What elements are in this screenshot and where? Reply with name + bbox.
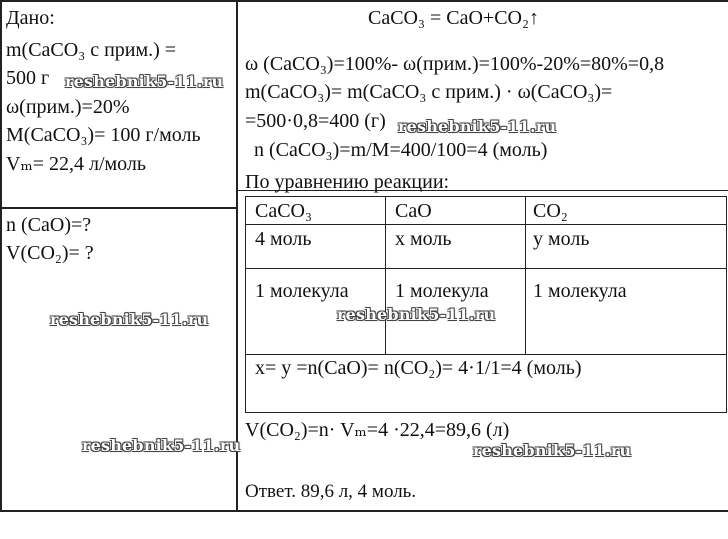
table-cell-co2-moles: y моль — [533, 228, 590, 250]
find-volume-co2: V(CO₂)= ? — [6, 242, 94, 264]
table-cell-cao-molecules: 1 молекула — [395, 280, 489, 302]
given-mass-impure: m(CaCO₃ с прим.) = — [6, 39, 177, 61]
watermark-1: reshebnik5-11.ru — [65, 72, 224, 91]
answer: Ответ. 89,6 л, 4 моль. — [245, 481, 417, 502]
watermark-4: reshebnik5-11.ru — [337, 305, 496, 324]
find-moles-cao: n (CaO)=? — [6, 214, 92, 236]
solution-line-mass-value: =500·0,8=400 (г) — [245, 110, 386, 132]
given-molar-mass: M(CaCO₃)= 100 г/моль — [6, 124, 201, 146]
given-header: Дано: — [6, 7, 55, 29]
table-header-caco3: CaCO₃ — [255, 200, 312, 222]
table-header-co2: CO₂ — [533, 200, 568, 222]
frame-left — [0, 0, 2, 512]
table-cell-co2-molecules: 1 молекула — [533, 280, 627, 302]
frame-top — [0, 0, 728, 2]
table-header-cao: CaO — [395, 200, 432, 222]
frame-bottom — [0, 510, 728, 512]
watermark-6: reshebnik5-11.ru — [473, 441, 632, 460]
table-cell-caco3-moles: 4 моль — [255, 228, 312, 250]
table-cell-cao-moles: x моль — [395, 228, 452, 250]
given-mass-value: 500 г — [6, 67, 50, 89]
solution-line-by-equation: По уравнению реакции: — [245, 171, 450, 193]
table-calc-row: x= y =n(CaO)= n(CO₂)= 4·1/1=4 (моль) — [255, 357, 582, 379]
solution-line-moles: n (CaCO₃)=m/M=400/100=4 (моль) — [254, 139, 548, 161]
reaction-equation: CaCO₃ = CaO+CO₂↑ — [368, 7, 539, 29]
solution-line-mass: m(CaCO₃)= m(CaCO₃ с прим.) · ω(CaCO₃)= — [245, 81, 613, 103]
volume-calculation: V(CO₂)=n· Vₘ=4 ·22,4=89,6 (л) — [245, 419, 510, 441]
watermark-5: reshebnik5-11.ru — [82, 436, 241, 455]
table-cell-caco3-molecules: 1 молекула — [255, 280, 349, 302]
solution-line-omega: ω (CaCO₃)=100%- ω(прим.)=100%-20%=80%=0,8 — [245, 53, 665, 75]
watermark-2: reshebnik5-11.ru — [398, 117, 557, 136]
given-impurity: ω(прим.)=20% — [6, 96, 130, 118]
watermark-3: reshebnik5-11.ru — [50, 310, 209, 329]
divider-given-find — [0, 207, 237, 209]
given-molar-volume: Vₘ= 22,4 л/моль — [6, 153, 147, 175]
